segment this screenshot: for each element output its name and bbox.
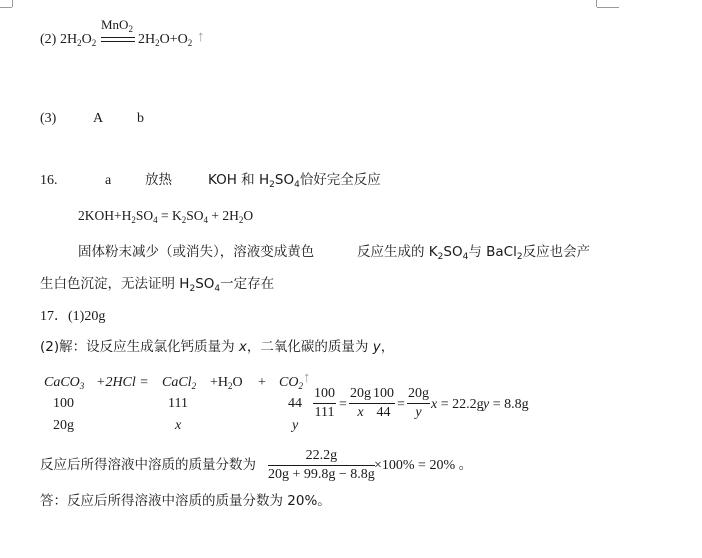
result-y: y = 8.8g bbox=[483, 397, 529, 412]
result-text: 反应后所得溶液中溶质的质量分数为 bbox=[40, 457, 256, 473]
prop-fraction-3: $\frac{100}{44}$ bbox=[373, 386, 394, 420]
q16-answer-1: a bbox=[105, 173, 112, 188]
prop-fraction-1: $\frac{100}{111}$ bbox=[314, 386, 335, 420]
mass-caco3: 100 bbox=[53, 396, 74, 411]
gas-up-arrow-icon: ↑ bbox=[197, 29, 205, 45]
prop-fraction-2: $\frac{20g}{x}$ bbox=[350, 386, 371, 420]
crop-mark-right-vertical bbox=[596, 0, 597, 7]
eq-co2: $CO_2$ bbox=[279, 375, 303, 391]
result-fraction: $\frac{22.2g}{20g + 99.8g - 8.8g}$ bbox=[268, 448, 375, 482]
q16-answer-3: KOH 和 $H_2SO_4$恰好完全反应 bbox=[208, 172, 381, 190]
q16-answer-2: 放热 bbox=[145, 172, 172, 188]
q16-line-1b: 反应生成的 $K_2SO_4$与 BaCl$_2$反应也会产 bbox=[357, 244, 591, 262]
mass-co2: 44 bbox=[288, 396, 302, 411]
eq-h2o: $+H_2O$ bbox=[210, 375, 243, 391]
part2-label: (2) bbox=[40, 32, 57, 47]
crop-mark-left-vertical bbox=[12, 0, 13, 7]
part3-answer-1: A bbox=[93, 111, 104, 126]
co2-up-arrow-icon: ↑ bbox=[303, 370, 311, 386]
eq-plus: + bbox=[258, 375, 266, 390]
q16-line-2: 生白色沉淀，无法证明 $H_2SO_4$一定存在 bbox=[40, 276, 275, 294]
q17-part-1: 17．(1)20g bbox=[40, 309, 106, 324]
amount-co2: y bbox=[292, 418, 299, 433]
result-x: x = 22.2g bbox=[431, 397, 484, 412]
q16-number: 16. bbox=[40, 173, 58, 188]
result-tail: ×100% = 20% 。 bbox=[374, 458, 473, 473]
catalyst-label: MnO$_2$ bbox=[101, 17, 133, 34]
part2-lhs: $2H_2O_2$ bbox=[60, 32, 97, 48]
crop-mark-right-horizontal bbox=[597, 7, 619, 8]
crop-mark-left-horizontal bbox=[0, 7, 12, 8]
q17-part-2-setup: (2)解：设反应生成氯化钙质量为 x，二氧化碳的质量为 y， bbox=[40, 339, 395, 355]
mass-cacl2: 111 bbox=[168, 396, 188, 411]
eq-cacl2: CaCl$_2$ bbox=[162, 375, 197, 391]
amount-cacl2: x bbox=[175, 418, 182, 433]
reaction-double-line bbox=[101, 37, 135, 42]
q16-equation: $2KOH+H_2SO_4 = K_2SO_4 + 2H_2O$ bbox=[78, 208, 254, 225]
final-answer: 答：反应后所得溶液中溶质的质量分数为 20%。 bbox=[40, 493, 331, 509]
prop-equals-1: = bbox=[339, 397, 347, 412]
q16-line-1a: 固体粉末减少（或消失），溶液变成黄色 bbox=[78, 244, 315, 260]
prop-equals-2: = bbox=[397, 397, 405, 412]
prop-fraction-4: $\frac{20g}{y}$ bbox=[408, 386, 429, 420]
part2-rhs: $2H_2O+O_2$ bbox=[138, 32, 193, 48]
part3-answer-2: b bbox=[137, 111, 144, 126]
part3-label: (3) bbox=[40, 111, 57, 126]
eq-hcl: +2HCl = bbox=[96, 375, 149, 390]
amount-caco3: 20g bbox=[53, 418, 74, 433]
eq-caco3: CaCO$_3$ bbox=[44, 375, 85, 391]
